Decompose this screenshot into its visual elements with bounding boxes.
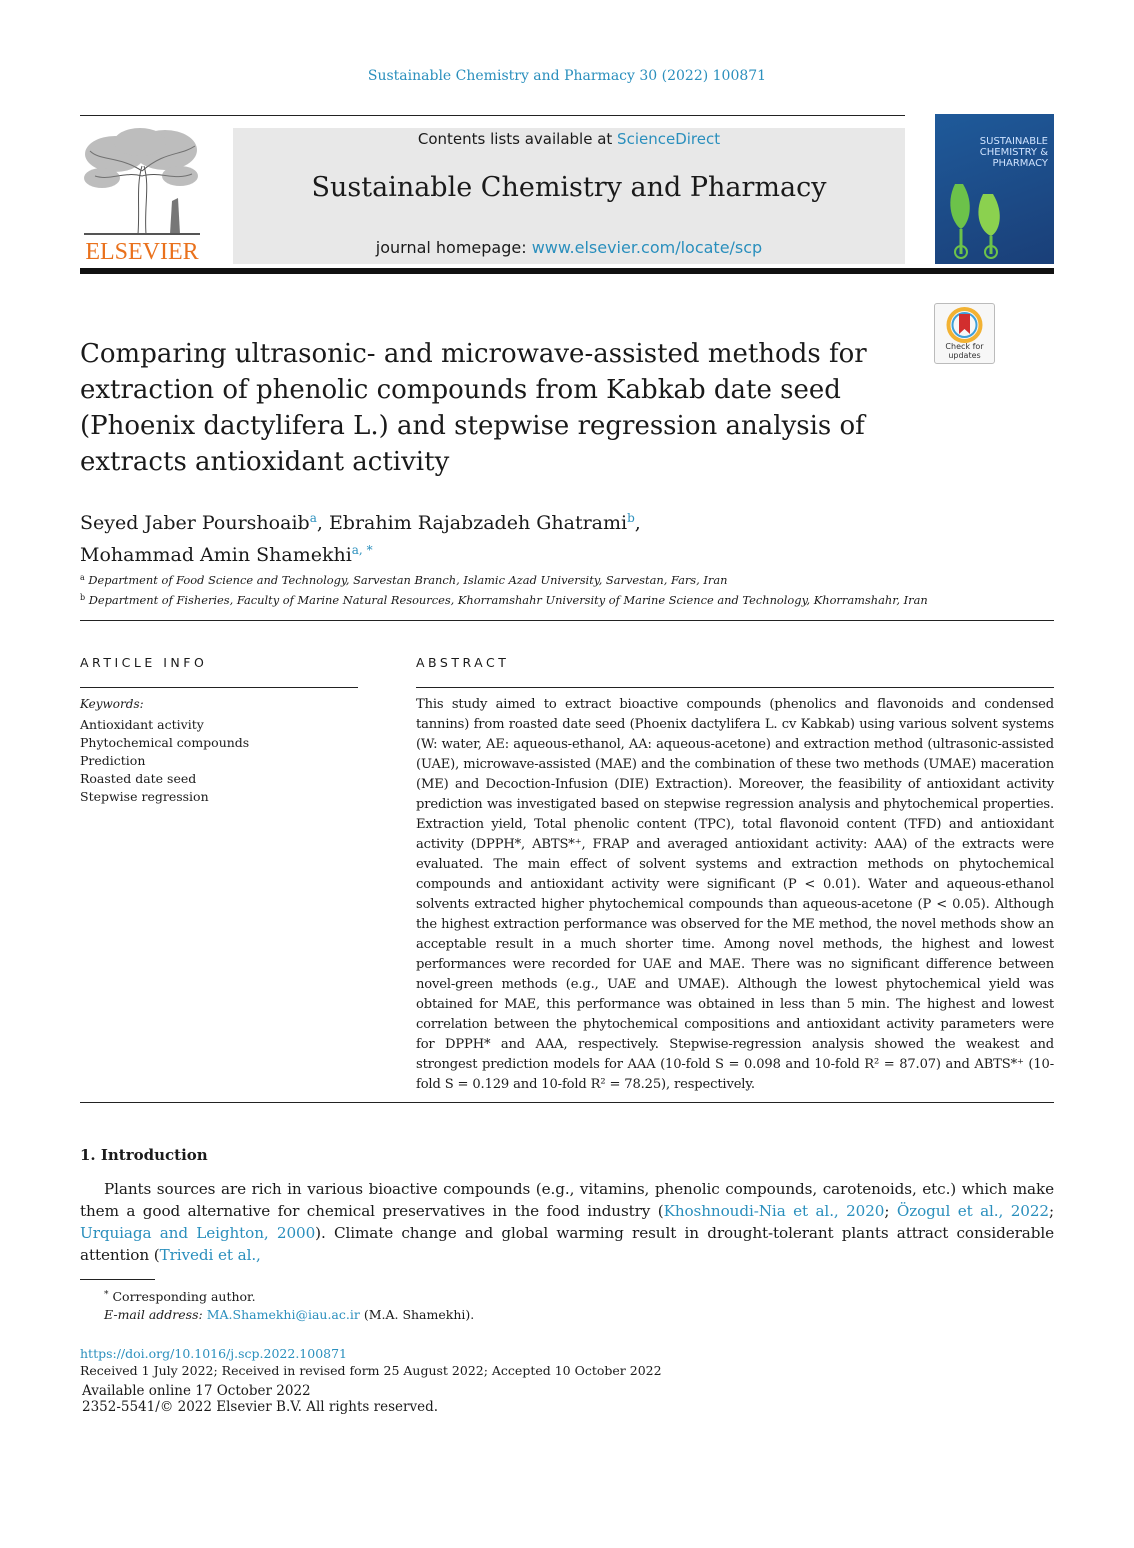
contents-line [233, 130, 905, 148]
elsevier-logo [80, 126, 204, 266]
abstract-text: This study aimed to extract bioactive compounds (phenolics and flavonoids and condensed tannins) from roasted date seed (Phoenix dactylifera L. cv Kabkab) using various solvent systems (W: water, AE: aqueous-ethanol, AA: aqueous-acetone) and extraction method (ultrasonic-assisted (UAE), microwave-assisted (MAE) and the combination of these two methods (UMAE) maceration (ME) and Decoction-Infusion (DIE) Extraction). Moreover, the feasibility of antioxidant activity prediction was investigated based on stepwise regression analysis and phytochemical properties. Extraction yield, Total phenolic content (TPC), total flavonoid content (TFD) and antioxidant activity (DPPH*, ABTS*⁺, FRAP and averaged antioxidant activity: AAA) of the extracts were evaluated. The main effect of solvent systems and extraction methods on phytochemical compounds and antioxidant activity were significant (P < 0.01). Water and aqueous-ethanol solvents extracted higher phytochemical compounds than aqueous-acetone (P < 0.05). Although the highest extraction performance was observed for the ME method, the novel methods show an acceptable result in a much shorter time. Among novel methods, the highest and lowest performances were recorded for UAE and MAE. There was no significant difference between novel-green methods (e.g., UAE and UMAE). Although the lowest phytochemical yield was obtained for MAE, this performance was obtained in less than 5 min. The highest and lowest correlation between the phytochemical compositions and antioxidant activity parameters were for DPPH* and AAA, respectively. Stepwise-regression analysis showed the weakest and strongest prediction models for AAA (10-fold S = 0.098 and 10-fold R² = 87.07) and ABTS*⁺ (10-fold S = 0.129 and 10-fold R² = 78.25), respectively. [416, 697, 1054, 1092]
affiliation-item [80, 589, 1054, 609]
affiliation-mark: b [80, 593, 86, 602]
affiliation-item [80, 569, 1054, 589]
affiliation-list [80, 569, 1054, 609]
keywords-label: Keywords: [80, 697, 144, 711]
received-dates: Received 1 July 2022; Received in revised form 25 August 2022; Accepted 10 October 2022 [80, 1363, 662, 1378]
intro-text-segment: Plants sources are rich in various bioactive compounds (e.g., vitamins, phenolic compounds, carotenoids, etc.) which make them a good alternative for chemical preservatives in the food industry ( [80, 1180, 1054, 1220]
abstract-heading: ABSTRACT [416, 655, 510, 670]
keyword-item: Phytochemical compounds [80, 735, 250, 750]
author-list [80, 505, 880, 569]
keyword-item: Prediction [80, 753, 146, 768]
footnote-text: Corresponding author. [112, 1289, 256, 1304]
reference-link[interactable]: Özogul et al., 2022 [896, 1202, 1049, 1220]
keyword-item: Roasted date seed [80, 771, 197, 786]
check-for-updates-badge[interactable] [934, 303, 995, 364]
author-affiliation-mark[interactable]: b [627, 511, 635, 525]
available-online-date: Available online 17 October 2022 [82, 1383, 311, 1399]
cover-leaf-icon [935, 114, 1054, 264]
footnote-mark: * [104, 1290, 109, 1300]
email-footnote [104, 1307, 474, 1322]
author-affiliation-mark[interactable]: a, * [351, 543, 373, 557]
contents-prefix: Contents lists available at [417, 130, 618, 148]
keyword-item: Stepwise regression [80, 789, 209, 804]
doi-link[interactable]: https://doi.org/10.1016/j.scp.2022.100871 [80, 1346, 348, 1361]
reference-link[interactable]: Khoshnoudi-Nia et al., 2020 [663, 1202, 885, 1220]
corresponding-author-footnote [104, 1289, 256, 1304]
journal-cover[interactable] [935, 114, 1054, 264]
article-info-rule [80, 687, 358, 688]
masthead-thick-rule [80, 268, 1054, 274]
article-info-heading: ARTICLE INFO [80, 655, 208, 670]
article-title: Comparing ultrasonic- and microwave-assisted methods for extraction of phenolic compounds from Kabkab date seed (Phoenix dactylifera L.) and stepwise regression analysis of extracts antioxidant activity [80, 339, 867, 477]
intro-text-segment: ; [1048, 1202, 1054, 1220]
abstract-rule [416, 687, 1054, 688]
author-name: Mohammad Amin Shamekhi [80, 544, 352, 566]
journal-masthead [233, 128, 905, 264]
reference-link[interactable]: Urquiaga and Leighton, 2000 [80, 1224, 316, 1242]
bookmark-check-icon [935, 306, 994, 346]
email-link[interactable]: MA.Shamekhi@iau.ac.ir [206, 1307, 360, 1322]
keyword-item: Antioxidant activity [80, 717, 204, 732]
sciencedirect-link[interactable]: ScienceDirect [617, 130, 721, 148]
header-rule [80, 115, 905, 116]
section-rule [80, 620, 1054, 621]
author-separator: , [316, 512, 329, 534]
journal-citation-link[interactable]: Sustainable Chemistry and Pharmacy 30 (2022) 100871 [367, 68, 767, 84]
homepage-prefix: journal homepage: [375, 238, 532, 257]
check-for-updates-label: Check for updates [945, 342, 984, 360]
author-name: Seyed Jaber Pourshoaib [80, 512, 310, 534]
email-suffix: (M.A. Shamekhi). [359, 1307, 475, 1322]
author-separator: , [634, 512, 641, 534]
elsevier-tree-icon [80, 126, 204, 238]
cover-title: SUSTAINABLE CHEMISTRY & PHARMACY [979, 136, 1048, 169]
keywords-list [80, 716, 249, 806]
reference-link[interactable]: Trivedi et al., [159, 1246, 261, 1264]
copyright-notice: 2352-5541/© 2022 Elsevier B.V. All rights reserved. [82, 1399, 439, 1415]
footnote-rule [80, 1279, 155, 1280]
introduction-paragraph [80, 1178, 1054, 1266]
elsevier-wordmark: ELSEVIER [85, 239, 199, 265]
affiliation-mark: a [80, 573, 85, 582]
affiliation-text: Department of Food Science and Technology, Sarvestan Branch, Islamic Azad University, Sarvestan, Fars, Iran [88, 573, 728, 587]
intro-text-segment: ; [884, 1202, 897, 1220]
affiliation-text: Department of Fisheries, Faculty of Marine Natural Resources, Khorramshahr University of Marine Science and Technology, Khorramshahr, Iran [88, 593, 928, 607]
abstract-bottom-rule [80, 1102, 1054, 1103]
intro-text-segment: ). Climate change and global warming result in drought-tolerant plants attract considerable attention ( [80, 1224, 1054, 1264]
homepage-line [233, 238, 905, 257]
email-label: E-mail address: [104, 1307, 203, 1322]
homepage-link[interactable]: www.elsevier.com/locate/scp [531, 238, 763, 257]
author-name: Ebrahim Rajabzadeh Ghatrami [328, 512, 628, 534]
journal-title: Sustainable Chemistry and Pharmacy [311, 172, 827, 203]
author-affiliation-mark[interactable]: a [309, 511, 317, 525]
introduction-heading: 1. Introduction [80, 1146, 208, 1164]
